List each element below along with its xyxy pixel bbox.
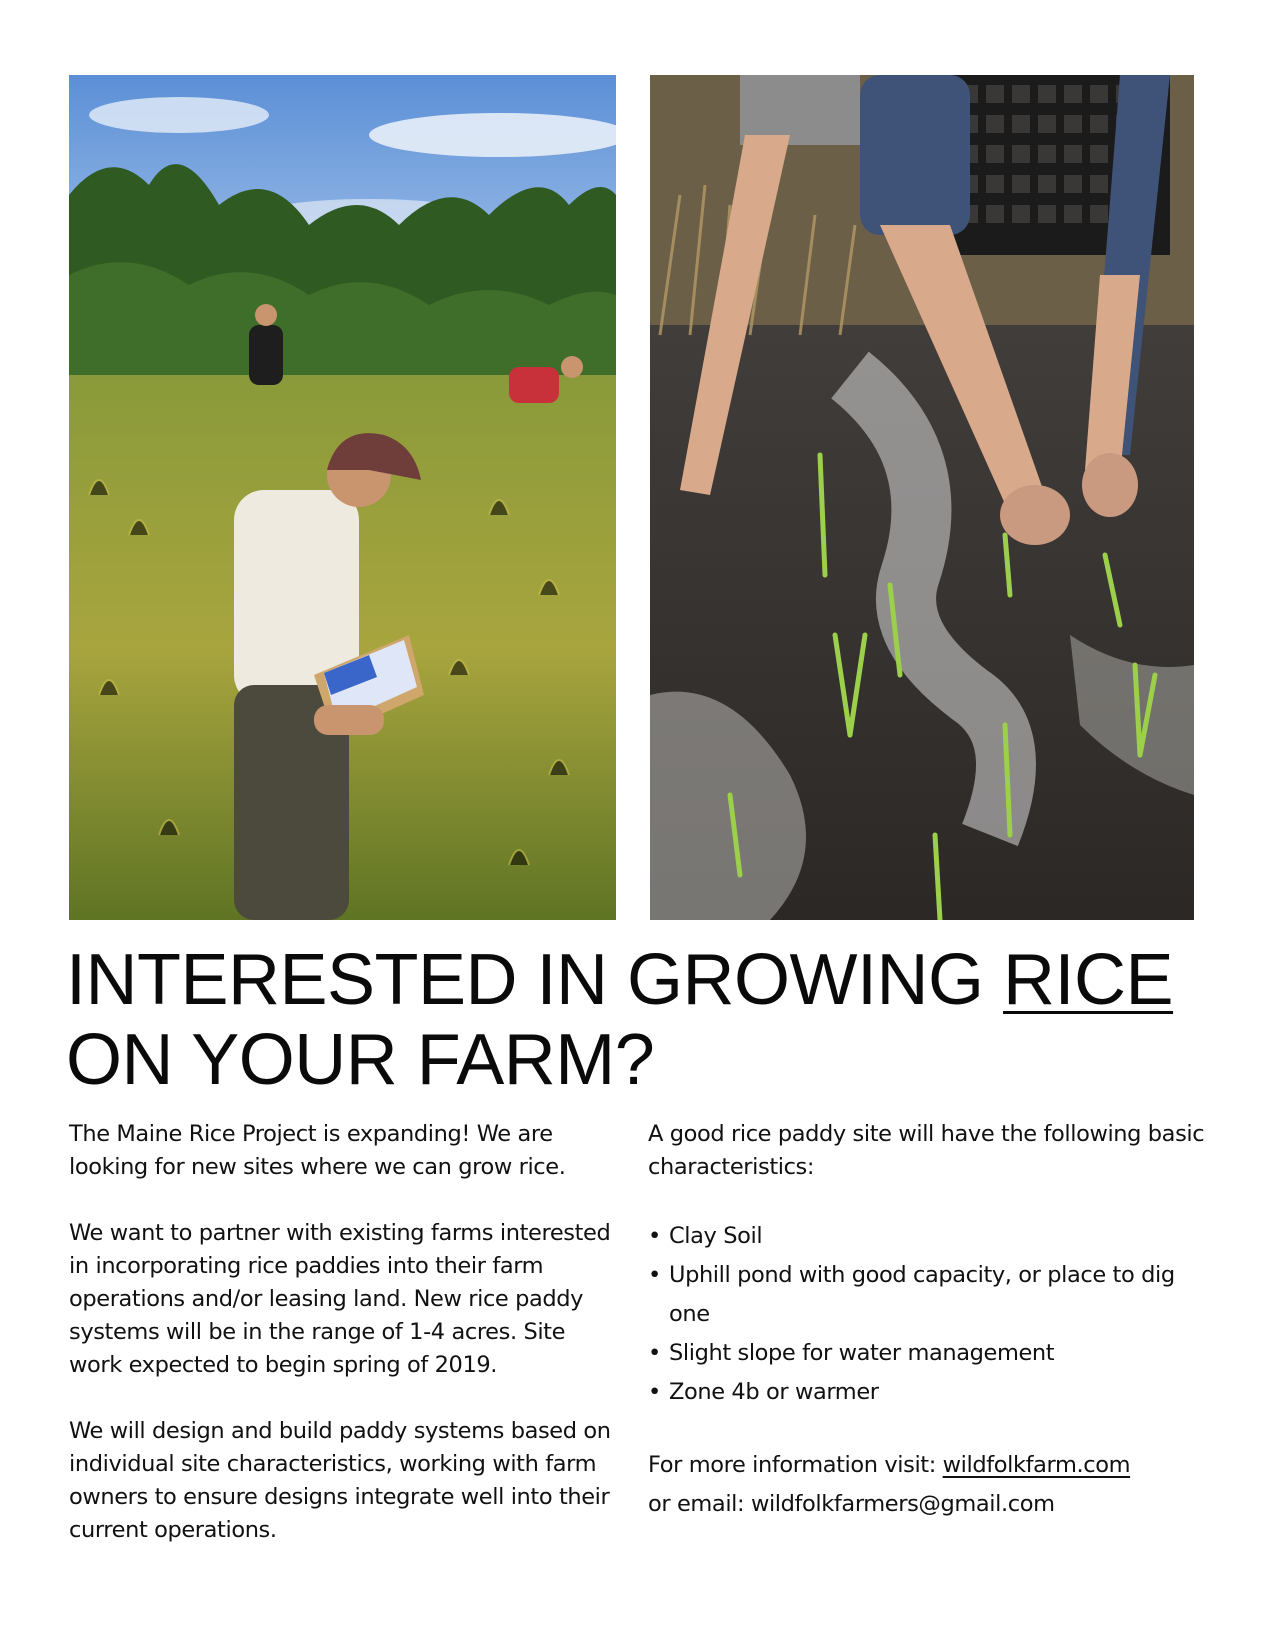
planting-illustration bbox=[650, 75, 1194, 920]
website-link[interactable]: wildfolkfarm.com bbox=[942, 1452, 1131, 1478]
partner-paragraph: We want to partner with existing farms interested in incorporating rice paddies into their farm operations and/or leasing land. New rice paddy systems will be in the range of 1-4 acres. Site work expected to begin spring of 2019. bbox=[69, 1220, 611, 1378]
list-item: • Zone 4b or warmer bbox=[648, 1373, 1208, 1412]
design-paragraph: We will design and build paddy systems based on individual site characteristics, working with farm owners to ensure designs integrate well into their current operations. bbox=[69, 1418, 611, 1543]
email-address: wildfolkfarmers@gmail.com bbox=[750, 1491, 1055, 1517]
email-line bbox=[648, 1485, 1208, 1524]
page-headline bbox=[66, 940, 1216, 1100]
list-item: • Uphill pond with good capacity, or place to dig one bbox=[648, 1256, 1208, 1334]
email-label: or email: bbox=[648, 1491, 751, 1517]
list-item: • Slight slope for water management bbox=[648, 1334, 1208, 1373]
visit-label: For more information visit: bbox=[648, 1452, 943, 1478]
characteristics-intro: A good rice paddy site will have the following basic characteristics: bbox=[648, 1121, 1205, 1180]
characteristics-list bbox=[648, 1217, 1208, 1412]
intro-paragraph: The Maine Rice Project is expanding! We are looking for new sites where we can grow rice. bbox=[69, 1121, 566, 1180]
photo-planting-seedlings bbox=[650, 75, 1194, 920]
right-column bbox=[648, 1118, 1208, 1524]
rice-field-illustration bbox=[69, 75, 616, 920]
headline-line1-prefix: INTERESTED IN GROWING bbox=[66, 940, 1004, 1020]
photo-rice-field-farmer bbox=[69, 75, 616, 920]
website-line bbox=[648, 1446, 1208, 1485]
list-item: • Clay Soil bbox=[648, 1217, 1208, 1256]
headline-line2: ON YOUR FARM? bbox=[66, 1020, 655, 1100]
left-column bbox=[69, 1118, 624, 1580]
contact-info bbox=[648, 1446, 1208, 1524]
headline-underlined-word: RICE bbox=[1003, 940, 1174, 1020]
